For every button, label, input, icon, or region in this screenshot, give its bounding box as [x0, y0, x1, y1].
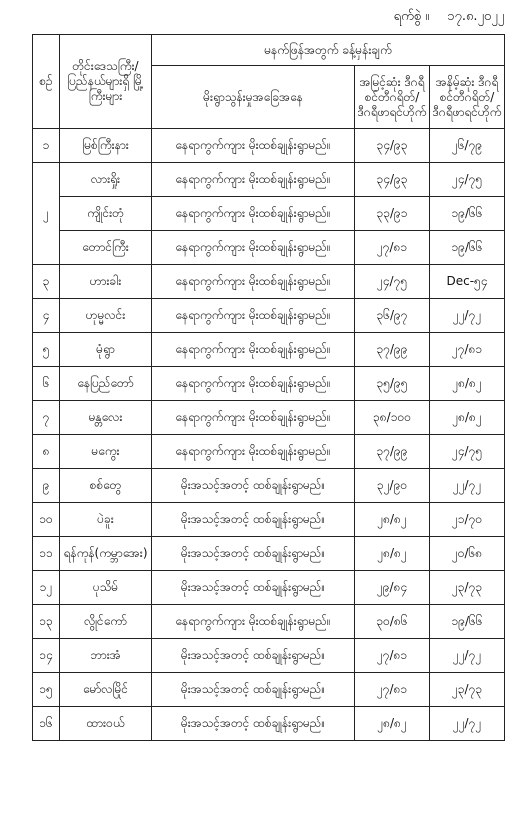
- max-temp: ၂၇/၈၁: [355, 673, 430, 707]
- table-row: [33, 639, 505, 673]
- table-row: [33, 401, 505, 435]
- rain-condition: နေရာကွက်ကျား မိုးထစ်ချုန်းရွာမည်။: [152, 129, 355, 163]
- row-number: ၁၆: [33, 707, 60, 741]
- city-name: ထားဝယ်: [60, 707, 152, 741]
- min-temp: ၂၁/၇၀: [430, 503, 505, 537]
- max-temp: ၃၅/၉၅: [355, 367, 430, 401]
- min-temp: ၂၈/၈၂: [430, 401, 505, 435]
- row-number: ၉: [33, 469, 60, 503]
- row-number: ၁: [33, 129, 60, 163]
- row-number: ၇: [33, 401, 60, 435]
- min-temp: ၂၃/၇၃: [430, 571, 505, 605]
- max-temp: ၃၈/၁၀၀: [355, 401, 430, 435]
- row-number: ၈: [33, 435, 60, 469]
- table-row: [33, 571, 505, 605]
- table-row: [33, 605, 505, 639]
- rain-condition: နေရာကွက်ကျား မိုးထစ်ချုန်းရွာမည်။: [152, 231, 355, 265]
- rain-condition: နေရာကွက်ကျား မိုးထစ်ချုန်းရွာမည်။: [152, 435, 355, 469]
- city-name: မြစ်ကြီးနား: [60, 129, 152, 163]
- row-number: ၁၀: [33, 503, 60, 537]
- table-row: [33, 333, 505, 367]
- min-temp: ၂၂/၇၂: [430, 299, 505, 333]
- table-row: [33, 367, 505, 401]
- rain-condition: မိုးအသင့်အတင့် ထစ်ချုန်းရွာမည်။: [152, 469, 355, 503]
- column-header-max-temp: အမြင့်ဆုံး ဒီဂရီစင်တီဂရိတ်/ ဒီဂရီဖာရင်ဟိုက်: [355, 66, 430, 129]
- city-name: ရန်ကုန်(ကမ္ဘာအေး): [60, 537, 152, 571]
- min-temp: ၂၂/၇၂: [430, 469, 505, 503]
- city-name: ပုသိမ်: [60, 571, 152, 605]
- max-temp: ၂၈/၈၂: [355, 707, 430, 741]
- max-temp: ၃၆/၉၇: [355, 299, 430, 333]
- max-temp: ၂၉/၈၄: [355, 571, 430, 605]
- table-row: [33, 707, 505, 741]
- table-row: [33, 231, 505, 265]
- row-number: ၆: [33, 367, 60, 401]
- city-name: မော်လမြိုင်: [60, 673, 152, 707]
- column-header-city: တိုင်းဒေသကြီး/ ပြည်နယ်များရှိ မြို့ကြီးများ: [60, 35, 152, 129]
- min-temp: ၂၇/၈၁: [430, 333, 505, 367]
- rain-condition: နေရာကွက်ကျား မိုးထစ်ချုန်းရွာမည်။: [152, 163, 355, 197]
- city-name: မကွေး: [60, 435, 152, 469]
- rain-condition: နေရာကွက်ကျား မိုးထစ်ချုန်းရွာမည်။: [152, 265, 355, 299]
- city-name: ဟားခါး: [60, 265, 152, 299]
- min-temp: ၂၄/၇၅: [430, 163, 505, 197]
- max-temp: ၂၇/၈၁: [355, 639, 430, 673]
- rain-condition: နေရာကွက်ကျား မိုးထစ်ချုန်းရွာမည်။: [152, 197, 355, 231]
- city-name: မန္တလေး: [60, 401, 152, 435]
- row-number: ၃: [33, 265, 60, 299]
- row-number: ၁၅: [33, 673, 60, 707]
- max-temp: ၃၇/၉၉: [355, 435, 430, 469]
- table-row: [33, 435, 505, 469]
- min-temp: ၂၆/၇၉: [430, 129, 505, 163]
- min-temp: ၂၈/၈၂: [430, 367, 505, 401]
- max-temp: ၂၇/၈၁: [355, 231, 430, 265]
- row-number: ၁၃: [33, 605, 60, 639]
- table-row: [33, 537, 505, 571]
- min-temp: ၂၀/၆၈: [430, 537, 505, 571]
- min-temp: ၁၉/၆၆: [430, 197, 505, 231]
- city-name: စစ်တွေ: [60, 469, 152, 503]
- table-row: [33, 265, 505, 299]
- max-temp: ၂၈/၈၂: [355, 537, 430, 571]
- city-name: မုံရွာ: [60, 333, 152, 367]
- table-row: [33, 129, 505, 163]
- column-header-min-temp: အနိမ့်ဆုံး ဒီဂရီစင်တီဂရိတ်/ ဒီဂရီဖာရင်ဟိုက်: [430, 66, 505, 129]
- date-label: ရက်စွဲ ။: [393, 9, 430, 24]
- rain-condition: နေရာကွက်ကျား မိုးထစ်ချုန်းရွာမည်။: [152, 605, 355, 639]
- table-row: [33, 197, 505, 231]
- max-temp: ၃၀/၈၆: [355, 605, 430, 639]
- column-header-number: စဉ်: [33, 35, 60, 129]
- forecast-table: [32, 34, 505, 741]
- row-number: ၁၄: [33, 639, 60, 673]
- city-name: နေပြည်တော်: [60, 367, 152, 401]
- row-number: ၅: [33, 333, 60, 367]
- city-name: တောင်ကြီး: [60, 231, 152, 265]
- max-temp: ၂၄/၇၅: [355, 265, 430, 299]
- city-name: ကျိုင်းတုံ: [60, 197, 152, 231]
- min-temp: ၂၂/၇၂: [430, 639, 505, 673]
- row-number: ၄: [33, 299, 60, 333]
- min-temp: ၂၃/၇၃: [430, 673, 505, 707]
- min-temp: ၂၂/၇၂: [430, 707, 505, 741]
- max-temp: ၂၈/၈၂: [355, 503, 430, 537]
- max-temp: ၃၄/၉၃: [355, 163, 430, 197]
- row-number: ၁၂: [33, 571, 60, 605]
- forecast-group-header: မနက်ဖြန်အတွက် ခန့်မှန်းချက်: [152, 35, 505, 66]
- max-temp: ၃၂/၉၀: [355, 469, 430, 503]
- rain-condition: မိုးအသင့်အတင့် ထစ်ချုန်းရွာမည်။: [152, 503, 355, 537]
- city-name: လားရှိုး: [60, 163, 152, 197]
- rain-condition: နေရာကွက်ကျား မိုးထစ်ချုန်းရွာမည်။: [152, 367, 355, 401]
- table-row: [33, 163, 505, 197]
- rain-condition: မိုးအသင့်အတင့် ထစ်ချုန်းရွာမည်။: [152, 673, 355, 707]
- city-name: ဟုမ္မလင်း: [60, 299, 152, 333]
- rain-condition: နေရာကွက်ကျား မိုးထစ်ချုန်းရွာမည်။: [152, 299, 355, 333]
- min-temp: Dec-၅၄: [430, 265, 505, 299]
- table-row: [33, 299, 505, 333]
- min-temp: ၂၄/၇၅: [430, 435, 505, 469]
- column-header-condition: မိုးရွာသွန်းမှုအခြေအနေ: [152, 66, 355, 129]
- city-name: လွိုင်ကော်: [60, 605, 152, 639]
- min-temp: ၁၉/၆၆: [430, 231, 505, 265]
- date-value: ၁၇.၈.၂၀၂၂: [447, 9, 504, 24]
- rain-condition: နေရာကွက်ကျား မိုးထစ်ချုန်းရွာမည်။: [152, 333, 355, 367]
- table-row: [33, 673, 505, 707]
- table-row: [33, 469, 505, 503]
- max-temp: ၃၃/၉၁: [355, 197, 430, 231]
- rain-condition: မိုးအသင့်အတင့် ထစ်ချုန်းရွာမည်။: [152, 639, 355, 673]
- max-temp: ၃၇/၉၉: [355, 333, 430, 367]
- row-number: ၂: [33, 163, 60, 265]
- rain-condition: မိုးအသင့်အတင့် ထစ်ချုန်းရွာမည်။: [152, 707, 355, 741]
- row-number: ၁၁: [33, 537, 60, 571]
- rain-condition: မိုးအသင့်အတင့် ထစ်ချုန်းရွာမည်။: [152, 571, 355, 605]
- report-date: [394, 8, 504, 27]
- rain-condition: မိုးအသင့်အတင့် ထစ်ချုန်းရွာမည်။: [152, 537, 355, 571]
- city-name: ဘားအံ: [60, 639, 152, 673]
- min-temp: ၁၉/၆၆: [430, 605, 505, 639]
- rain-condition: နေရာကွက်ကျား မိုးထစ်ချုန်းရွာမည်။: [152, 401, 355, 435]
- table-row: [33, 503, 505, 537]
- max-temp: ၃၄/၉၃: [355, 129, 430, 163]
- city-name: ပဲခူး: [60, 503, 152, 537]
